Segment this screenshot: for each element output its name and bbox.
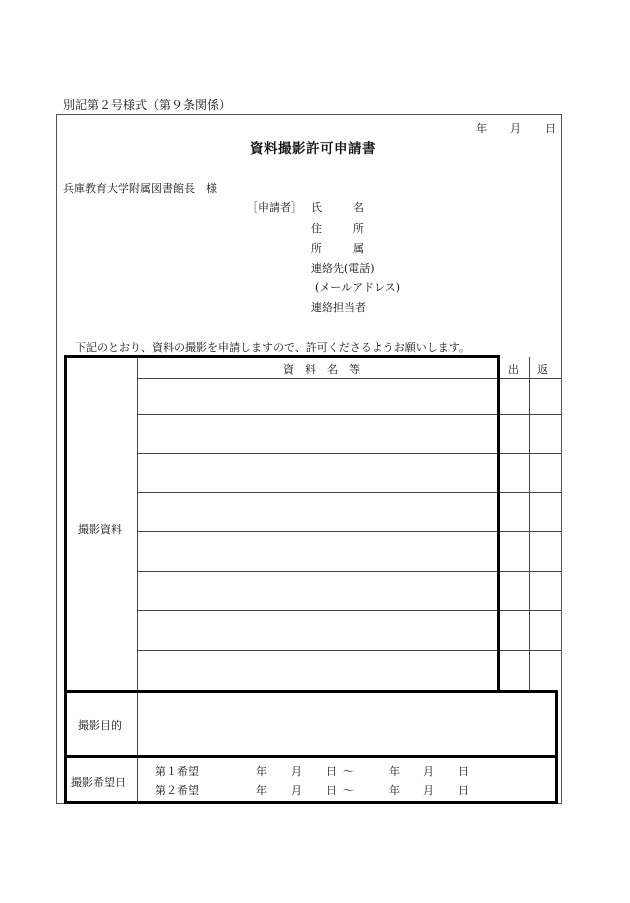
choice2-label: 第２希望 [155,784,199,797]
choice1-year: 年 [256,765,267,778]
date-day: 日 [545,122,556,135]
border-name-right [497,355,500,693]
border-top [64,355,500,358]
column-header-material-name: 資 料 名 等 [283,363,360,376]
form-label: 別記第２号様式（第９条関係） [63,98,232,112]
border-dates-top [64,755,558,758]
choice2-day: 日 [326,784,337,797]
choice2-month: 月 [291,784,302,797]
section-label-dates: 撮影希望日 [71,776,126,789]
border-left [64,355,67,804]
out-return-divider [529,357,530,692]
applicant-contact-email: (メールアドレス) [315,281,401,294]
applicant-bracket: ［申請者］ [247,201,302,214]
choice1-label: 第１希望 [155,765,199,778]
choice2-end-day: 日 [458,784,469,797]
section-label-purpose: 撮影目的 [78,719,122,732]
border-right-lower [555,690,558,804]
choice1-end-day: 日 [458,765,469,778]
choice2-end-year: 年 [389,784,400,797]
border-purpose-top [64,690,500,693]
applicant-address-b: 所 [353,222,364,235]
choice1-tilde: ～ [343,765,354,778]
choice2-year: 年 [256,784,267,797]
intro-text: 下記のとおり、資料の撮影を申請しますので、許可くださるようお願いします。 [75,341,470,354]
choice2-end-month: 月 [423,784,434,797]
applicant-address-a: 住 [311,222,322,235]
section-label-materials: 撮影資料 [78,523,122,536]
document-title: 資料撮影許可申請書 [250,141,376,157]
choice2-tilde: ～ [343,784,354,797]
choice1-month: 月 [291,765,302,778]
date-year: 年 [476,122,487,135]
choice1-day: 日 [326,765,337,778]
border-bottom [64,801,558,804]
column-header-return: 返 [537,363,548,376]
applicant-name-a: 氏 [311,201,322,214]
column-header-out: 出 [508,363,519,376]
application-form [56,114,562,804]
label-column-divider [137,357,138,803]
addressee: 兵庫教育大学附属図書館長 様 [63,182,217,195]
choice1-end-month: 月 [423,765,434,778]
applicant-affiliation-b: 属 [353,242,364,255]
border-step [497,690,558,693]
applicant-affiliation-a: 所 [311,242,322,255]
choice1-end-year: 年 [389,765,400,778]
applicant-name-b: 名 [353,201,364,214]
applicant-contact-person: 連絡担当者 [311,301,366,314]
applicant-contact-phone: 連絡先(電話) [311,262,375,275]
date-month: 月 [510,122,521,135]
